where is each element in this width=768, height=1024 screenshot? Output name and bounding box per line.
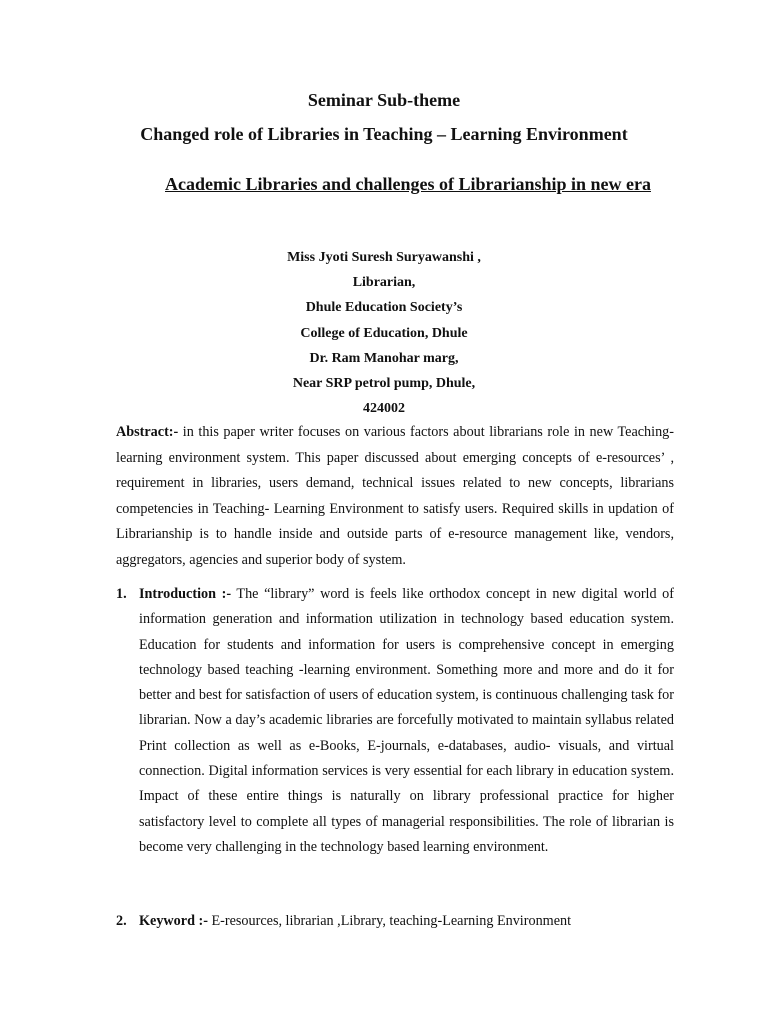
section-body [139,909,674,934]
section-number: 2. [116,913,127,929]
author-designation: Librarian, [352,275,416,291]
paper-title: Academic Libraries and challenges of Librarianship in new era [165,174,651,194]
author-pincode: 424002 [363,401,405,417]
author-society: Dhule Education Society’s [305,300,463,316]
author-college: College of Education, Dhule [300,325,468,341]
section-number: 1. [116,586,127,602]
seminar-theme-heading: Changed role of Libraries in Teaching – Learning Environment [140,124,628,144]
author-affiliation-block [268,245,500,421]
abstract-label: Abstract:- [116,424,179,440]
section-text: E-resources, librarian ,Library, teaching-Learning Environment [207,913,572,929]
section-heading: Keyword :- [139,913,208,929]
seminar-subtheme-heading: Seminar Sub-theme [307,90,461,110]
section-text: The “library” word is feels like orthodox concept in new digital world of information generation and information utilization in technology based education system. Education for students and information for users is comprehensive concept in emerging technology based teaching -learning environment. Something more and more and do it for better and best for satisfaction of users of education system, is continuous challenging task for librarian. Now a day’s academic libraries are forcefully motivated to maintain syllabus related Print collection as well as e-Books, E-journals, e-databases, audio- visuals, and virtual connection. Digital information services is very essential for each library in education system. Impact of these entire things is naturally on library professional practice for higher satisfactory level to complete all types of managerial responsibilities. The role of librarian is become very challenging in the technology based learning environment. [139,586,674,855]
section-heading: Introduction :- [139,586,232,602]
author-address-street: Dr. Ram Manohar marg, [309,350,459,366]
abstract-text: in this paper writer focuses on various factors about librarians role in new Teaching- learning environment system. This paper discussed about emerging concepts of e-resources’ , requirement in libraries, users demand, technical issues related to new concepts, librarians competencies in Teaching- Learning Environment to satisfy users. Required skills in updation of Librarianship is to handle inside and outside parts of e-resource management like, vendors, aggregators, agencies and superior body of system. [116,424,674,568]
section-keyword [116,909,674,934]
abstract-paragraph [116,420,674,573]
author-name: Miss Jyoti Suresh Suryawanshi , [287,250,481,265]
section-introduction [116,582,674,860]
section-body [139,582,674,860]
author-address-landmark: Near SRP petrol pump, Dhule, [292,375,476,391]
